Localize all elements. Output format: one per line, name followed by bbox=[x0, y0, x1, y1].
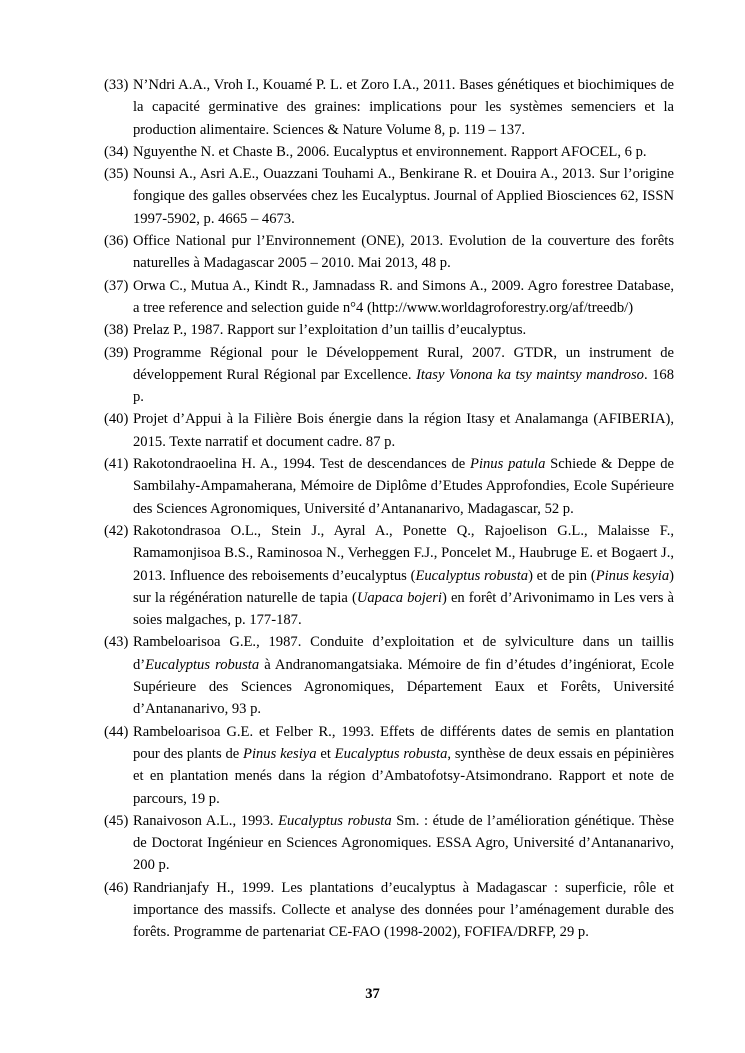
reference-segment: , synthèse de deux essais en pépinières et en plantation menés dans la région d’Ambatofotsy-Atsimondrano. Rapport et note de parcours, 19 p. bbox=[133, 745, 674, 807]
reference-segment: Schiede & Deppe de Sambilahy-Ampamaherana, Mémoire de Diplôme d’Etudes Approfondies, Ecole Supérieure des Sciences Agronomiques, Université d’Antananarivo, Madagascar, 52 p. bbox=[133, 456, 674, 517]
reference-item bbox=[104, 631, 674, 720]
reference-italic-segment: Eucalyptus robusta bbox=[334, 745, 448, 762]
reference-item bbox=[104, 453, 674, 520]
reference-segment: Ranaivoson A.L., 1993. bbox=[133, 812, 279, 829]
reference-number: (39) bbox=[104, 344, 129, 361]
reference-number: (41) bbox=[104, 456, 129, 473]
reference-number: (34) bbox=[104, 143, 129, 160]
reference-segment: N’Ndri A.A., Vroh I., Kouamé P. L. et Zoro I.A., 2011. Bases génétiques et biochimiques de la capacité germinative des graines: implications pour les systèmes semenciers et la production alimentaire. Sciences & Nature Volume 8, p. 119 – 137. bbox=[133, 77, 674, 138]
reference-item bbox=[104, 810, 674, 877]
reference-segment: et bbox=[316, 745, 335, 762]
reference-segment: ) sur la régénération naturelle de tapia ( bbox=[133, 567, 674, 606]
reference-segment: Orwa C., Mutua A., Kindt R., Jamnadass R. and Simons A., 2009. Agro forestree Database, a tree reference and selection guide n°4 (http://www.worldagroforestry.org/af/treedb/) bbox=[133, 277, 674, 316]
reference-number: (46) bbox=[104, 879, 129, 896]
reference-italic-segment: Eucalyptus robusta bbox=[145, 656, 260, 673]
reference-italic-segment: Pinus patula bbox=[470, 456, 546, 473]
reference-item bbox=[104, 230, 674, 275]
reference-text bbox=[133, 74, 674, 141]
reference-text bbox=[133, 319, 674, 341]
reference-item bbox=[104, 520, 674, 631]
reference-text bbox=[133, 810, 674, 877]
reference-item bbox=[104, 275, 674, 320]
reference-text bbox=[133, 520, 674, 631]
reference-item bbox=[104, 877, 674, 944]
reference-italic-segment: Eucalyptus robusta bbox=[415, 567, 529, 584]
reference-number: (35) bbox=[104, 166, 129, 183]
reference-segment: Office National pur l’Environnement (ONE), 2013. Evolution de la couverture des forêts naturelles à Madagascar 2005 – 2010. Mai 2013, 48 p. bbox=[133, 233, 674, 272]
reference-italic-segment: Eucalyptus robusta bbox=[278, 812, 392, 829]
reference-segment: Projet d’Appui à la Filière Bois énergie dans la région Itasy et Analamanga (AFIBERIA), 2015. Texte narratif et document cadre. 87 p. bbox=[133, 411, 674, 450]
reference-segment: Rambeloarisoa G.E., 1987. Conduite d’exploitation et de sylviculture dans un taillis d’ bbox=[133, 634, 674, 673]
reference-number: (40) bbox=[104, 411, 129, 428]
reference-text bbox=[133, 342, 674, 409]
reference-segment: ) en forêt d’Arivonimamo in Les vers à soies malgaches, p. 177-187. bbox=[133, 589, 675, 629]
reference-number: (33) bbox=[104, 77, 129, 93]
reference-segment: Nounsi A., Asri A.E., Ouazzani Touhami A., Benkirane R. et Douira A., 2013. Sur l’origine fongique des galles observées chez les Eucalyptus. Journal of Applied Biosciences 62, ISSN 1997-5902, p. 4665 – 4673. bbox=[133, 166, 674, 227]
reference-segment: ) et de pin ( bbox=[528, 567, 596, 584]
reference-italic-segment: Pinus kesiya bbox=[243, 745, 317, 762]
reference-text bbox=[133, 721, 674, 810]
reference-segment: Nguyenthe N. et Chaste B., 2006. Eucalyptus et environnement. Rapport AFOCEL, 6 p. bbox=[133, 143, 647, 160]
reference-segment: Rambeloarisoa G.E. et Felber R., 1993. Effets de différents dates de semis en plantation pour des plants de bbox=[133, 723, 674, 762]
reference-segment: Rakotondraoelina H. A., 1994. Test de descendances de bbox=[133, 456, 471, 473]
reference-number: (45) bbox=[104, 812, 129, 829]
reference-item bbox=[104, 141, 674, 163]
page-number: 37 bbox=[365, 986, 380, 1002]
reference-number: (42) bbox=[104, 522, 129, 539]
reference-italic-segment: Itasy Vonona ka tsy maintsy mandroso bbox=[416, 366, 644, 383]
reference-text bbox=[133, 408, 674, 453]
reference-item bbox=[104, 74, 674, 141]
reference-number: (38) bbox=[104, 322, 129, 339]
reference-item bbox=[104, 319, 674, 341]
reference-number: (43) bbox=[104, 634, 129, 651]
reference-number: (37) bbox=[104, 277, 129, 294]
reference-item bbox=[104, 408, 674, 453]
reference-text bbox=[133, 275, 674, 320]
reference-segment: Rakotondrasoa O.L., Stein J., Ayral A., Ponette Q., Rajoelison G.L., Malaisse F., Ramamonjisoa B.S., Raminosoa N., Verheggen F.J., Poncelet M., Haubruge E. et Bogaert J., 2013. Influence des reboisements d’eucalyptus ( bbox=[133, 522, 674, 584]
reference-italic-segment: Pinus kesyia bbox=[595, 567, 670, 584]
reference-segment: . 168 p. bbox=[133, 366, 674, 406]
reference-text bbox=[133, 230, 674, 275]
reference-item bbox=[104, 342, 674, 409]
reference-list bbox=[104, 74, 674, 944]
reference-text bbox=[133, 163, 674, 230]
reference-item bbox=[104, 721, 674, 810]
reference-segment: Sm. : étude de l’amélioration génétique. Thèse de Doctorat Ingénieur en Sciences Agronomiques. ESSA Agro, Université d’Antananarivo, 200 p. bbox=[133, 812, 674, 874]
reference-number: (36) bbox=[104, 233, 129, 250]
reference-text bbox=[133, 631, 674, 720]
reference-italic-segment: Uapaca bojeri bbox=[356, 589, 442, 606]
reference-segment: Randrianjafy H., 1999. Les plantations d’eucalyptus à Madagascar : superficie, rôle et importance des massifs. Collecte et analyse des données pour l’aménagement durable des forêts. Programme de partenariat CE-FAO (1998-2002), FOFIFA/DRFP, 29 p. bbox=[133, 879, 674, 941]
reference-item bbox=[104, 163, 674, 230]
reference-segment: à Andranomangatsiaka. Mémoire de fin d’études d’ingéniorat, Ecole Supérieure des Sciences Agronomiques, Département Eaux et Forêts, Université d’Antananarivo, 93 p. bbox=[133, 656, 674, 718]
reference-segment: Prelaz P., 1987. Rapport sur l’exploitation d’un taillis d’eucalyptus. bbox=[133, 322, 527, 339]
reference-segment: Programme Régional pour le Développement Rural, 2007. GTDR, un instrument de développement Rural Régional par Excellence. bbox=[133, 344, 674, 383]
reference-number: (44) bbox=[104, 723, 129, 740]
reference-text bbox=[133, 877, 674, 944]
reference-text bbox=[133, 141, 674, 163]
reference-text bbox=[133, 453, 674, 520]
